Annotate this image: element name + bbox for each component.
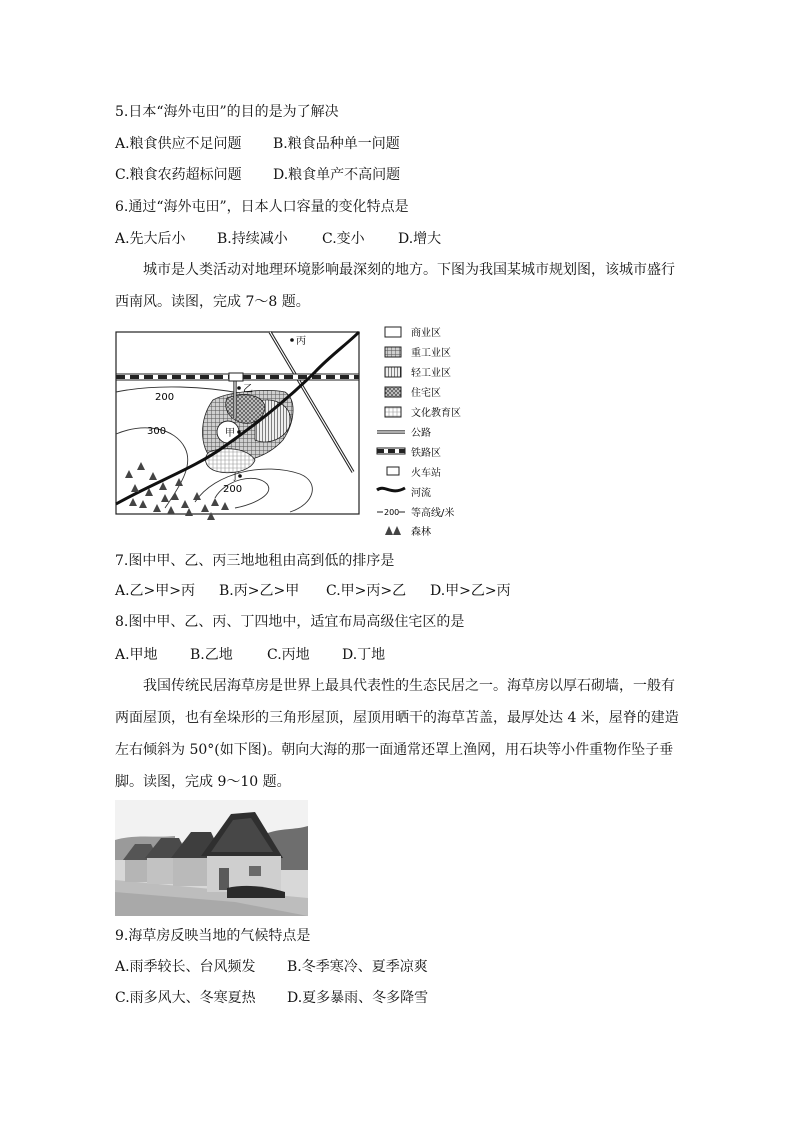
q5-option-c: C.粮食农药超标问题 bbox=[115, 167, 242, 183]
place-yi-marker bbox=[237, 386, 241, 390]
legend-commercial-label: 商业区 bbox=[411, 328, 441, 339]
q6-option-b: B.持续减小 bbox=[217, 231, 288, 247]
legend-heavy-industry-icon bbox=[385, 347, 401, 357]
q5-option-a: A.粮食供应不足问题 bbox=[115, 136, 242, 152]
legend-train-station-label: 火车站 bbox=[411, 468, 441, 479]
legend-residential-icon bbox=[385, 387, 401, 397]
legend-heavy-industry-label: 重工业区 bbox=[411, 348, 451, 359]
place-jia-label: 甲 bbox=[225, 428, 235, 439]
legend-residential-label: 住宅区 bbox=[411, 388, 441, 399]
intro-text-9-10: 我国传统民居海草房是世界上最具代表性的生态民居之一。海草房以厚石砌墙，一般有两面屋顶，也有垒垛形的三角形屋顶，屋顶用晒干的海草苫盖，最厚处达 4 米，屋脊的建造左右倾斜为 50°(如下图)。朝向大海的那一面通常还罩上渔网，用石块等小件重物作坠子垂脚。读图，完成 9～10 题。 bbox=[115, 678, 679, 790]
place-bing-marker bbox=[290, 338, 294, 342]
place-jia-marker bbox=[237, 430, 241, 434]
intro-paragraph-7-8 bbox=[115, 254, 685, 318]
q8-option-c: C.丙地 bbox=[267, 647, 310, 663]
q9-option-a: A.雨季较长、台风频发 bbox=[115, 959, 256, 975]
q7-option-a: A.乙>甲>丙 bbox=[115, 583, 196, 599]
q6-stem: 6.通过“海外屯田”，日本人口容量的变化特点是 bbox=[115, 199, 409, 215]
contour-label-200: 200 bbox=[155, 392, 175, 403]
city-planning-map bbox=[115, 322, 481, 538]
legend-light-industry-icon bbox=[385, 367, 401, 377]
legend-highway-label: 公路 bbox=[411, 428, 431, 439]
q8-option-a: A.甲地 bbox=[115, 647, 158, 663]
seaweed-house-photo bbox=[115, 800, 308, 916]
legend-railway-icon bbox=[377, 448, 405, 454]
q9-option-b: B.冬季寒冷、夏季凉爽 bbox=[287, 959, 428, 975]
q6-option-c: C.变小 bbox=[322, 231, 365, 247]
q8-stem: 8.图中甲、乙、丙、丁四地中，适宜布局高级住宅区的是 bbox=[115, 614, 465, 630]
q7-option-d: D.甲>乙>丙 bbox=[430, 583, 511, 599]
q6-option-d: D.增大 bbox=[398, 231, 442, 247]
q9-option-c: C.雨多风大、冬寒夏热 bbox=[115, 990, 256, 1006]
legend-light-industry-label: 轻工业区 bbox=[411, 368, 451, 379]
legend-river-label: 河流 bbox=[411, 488, 431, 499]
legend-railway-label: 铁路区 bbox=[411, 448, 441, 459]
contour-label-300: 300 bbox=[147, 426, 167, 437]
legend-culture-education-icon bbox=[385, 407, 401, 417]
q5-option-d: D.粮食单产不高问题 bbox=[273, 167, 401, 183]
legend-culture-education-label: 文化教育区 bbox=[411, 408, 461, 419]
intro-paragraph-9-10 bbox=[115, 670, 685, 798]
train-station bbox=[229, 373, 243, 381]
place-bing-label: 丙 bbox=[296, 336, 306, 347]
q8-option-b: B.乙地 bbox=[190, 647, 233, 663]
legend-contour-label: 等高线/米 bbox=[411, 508, 455, 519]
q9-stem: 9.海草房反映当地的气候特点是 bbox=[115, 928, 311, 944]
legend-commercial-icon bbox=[385, 327, 401, 337]
map-legend bbox=[377, 324, 481, 538]
legend-train-station-icon bbox=[387, 467, 399, 475]
contour-label-200-ding: 200 bbox=[223, 484, 243, 495]
legend-forest-label: 森林 bbox=[411, 527, 431, 538]
q9-option-d: D.夏多暴雨、冬多降雪 bbox=[287, 990, 429, 1006]
intro-text-7-8: 城市是人类活动对地理环境影响最深刻的地方。下图为我国某城市规划图，该城市盛行西南风。读图，完成 7～8 题。 bbox=[115, 262, 675, 310]
q7-option-b: B.丙>乙>甲 bbox=[219, 583, 300, 599]
q7-option-c: C.甲>丙>乙 bbox=[326, 583, 407, 599]
q7-stem: 7.图中甲、乙、丙三地地租由高到低的排序是 bbox=[115, 553, 395, 569]
q8-option-d: D.丁地 bbox=[342, 647, 386, 663]
q6-option-a: A.先大后小 bbox=[115, 231, 186, 247]
place-ding-label: 丁 bbox=[230, 472, 240, 483]
q5-stem: 5.日本“海外屯田”的目的是为了解决 bbox=[115, 104, 339, 120]
legend-contour-sample: 200 bbox=[384, 508, 400, 517]
place-yi-label: 乙 bbox=[243, 384, 253, 395]
q5-option-b: B.粮食品种单一问题 bbox=[273, 136, 400, 152]
